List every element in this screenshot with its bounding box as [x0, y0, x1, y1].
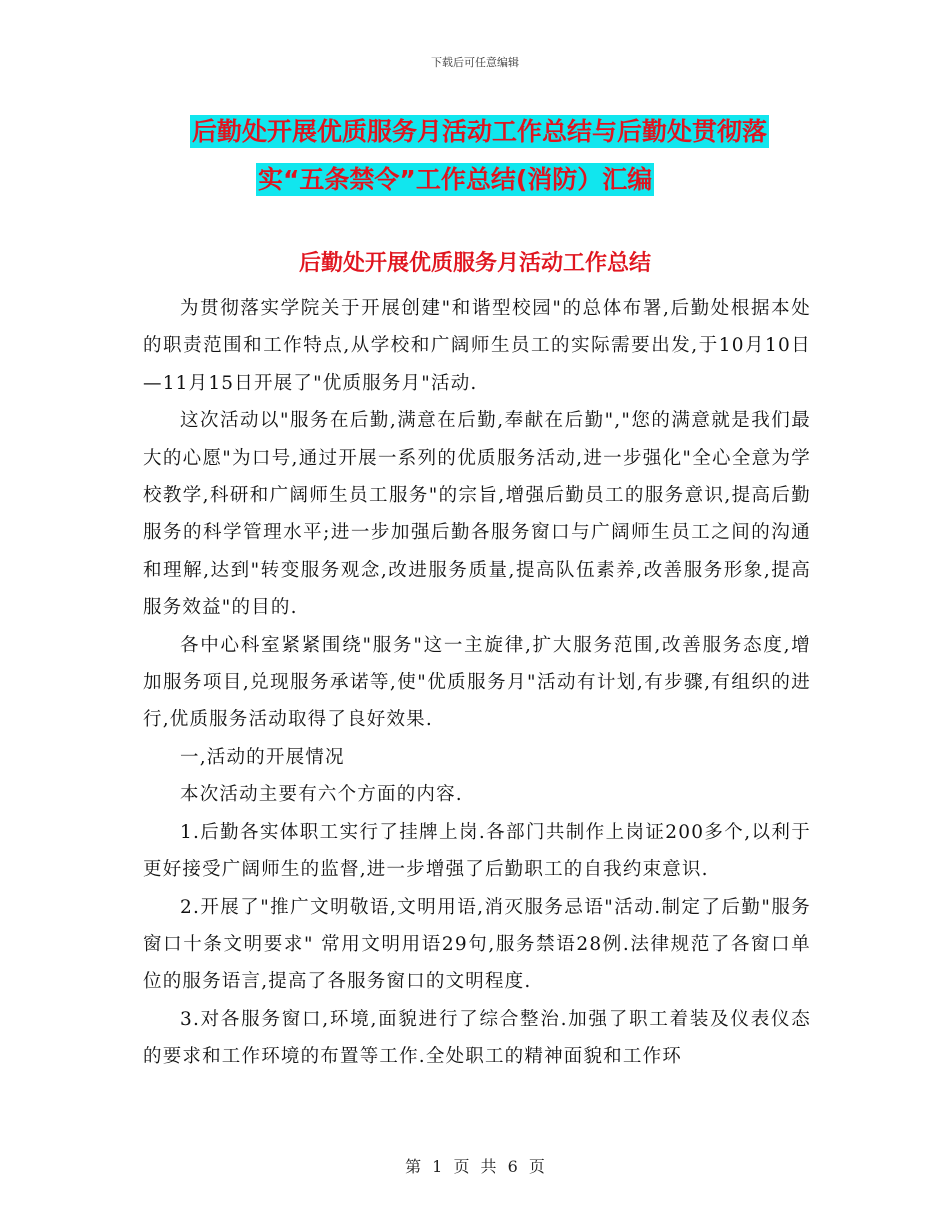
paragraph: 这次活动以"服务在后勤,满意在后勤,奉献在后勤","您的满意就是我们最大的心愿"为口号,通过开展一系列的优质服务活动,进一步强化"全心全意为学校教学,科研和广阔师生员工服务"的宗旨,增强后勤员工的服务意识,提高后勤服务的科学管理水平;进一步加强后勤各服务窗口与广阔师生员工之间的沟通和理解,达到"转变服务观念,改进服务质量,提高队伍素养,改善服务形象,提高服务效益"的目的. [143, 410, 811, 619]
paragraph: 各中心科室紧紧围绕"服务"这一主旋律,扩大服务范围,改善服务态度,增加服务项目,兑现服务承诺等,使"优质服务月"活动有计划,有步骤,有组织的进行,优质服务活动取得了良好效果. [143, 634, 811, 731]
body-text [143, 290, 811, 1076]
header-note: 下载后可任意编辑 [431, 56, 519, 69]
document-title [190, 108, 830, 204]
paragraph: 3.对各服务窗口,环境,面貌进行了综合整治.加强了职工着装及仪表仪态的要求和工作环境的布置等工作.全处职工的精神面貌和工作环 [143, 1008, 811, 1068]
document-title-line-1: 后勤处开展优质服务月活动工作总结与后勤处贯彻落 [192, 117, 768, 146]
page-footer: 第 1 页 共 6 页 [405, 1157, 545, 1176]
paragraph: 1.后勤各实体职工实行了挂牌上岗.各部门共制作上岗证200多个,以利于更好接受广阔师生的监督,进一步增强了后勤职工的自我约束意识. [143, 821, 811, 881]
paragraph: 2.开展了"推广文明敬语,文明用语,消灭服务忌语"活动.制定了后勤"服务窗口十条文明要求" 常用文明用语29句,服务禁语28例.法律规范了各窗口单位的服务语言,提高了各服务窗口的文明程度. [143, 896, 811, 993]
paragraph: 为贯彻落实学院关于开展创建"和谐型校园"的总体布署,后勤处根据本处的职责范围和工作特点,从学校和广阔师生员工的实际需要出发,于10月10日—11月15日开展了"优质服务月"活动. [143, 298, 811, 394]
document-title-line-2: 实“五条禁令”工作总结(消防）汇编 [258, 165, 653, 194]
paragraph: 本次活动主要有六个方面的内容. [180, 784, 463, 806]
section-title: 后勤处开展优质服务月活动工作总结 [298, 251, 651, 276]
paragraph: 一,活动的开展情况 [180, 746, 345, 768]
